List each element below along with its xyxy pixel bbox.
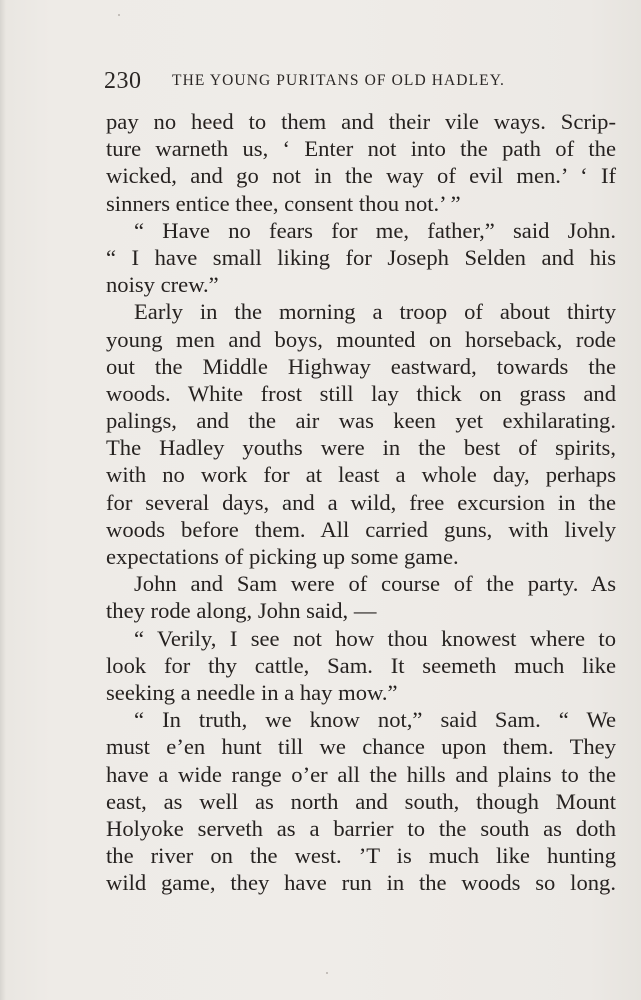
text-line: “ I have small liking for Joseph Selden and his bbox=[106, 244, 616, 270]
text-line: young men and boys, mounted on horseback, rode bbox=[106, 326, 616, 352]
text-line: John and Sam were of course of the party. As bbox=[134, 571, 616, 597]
text-line: with no work for at least a whole day, perhaps bbox=[106, 462, 616, 488]
text-line: they rode along, John said, — bbox=[106, 598, 377, 624]
page-edge-shadow bbox=[0, 0, 6, 1000]
text-line: look for thy cattle, Sam. It seemeth much like bbox=[106, 652, 616, 678]
text-line: seeking a needle in a hay mow.” bbox=[106, 679, 398, 705]
text-line: noisy crew.” bbox=[106, 272, 219, 298]
text-line: have a wide range o’er all the hills and plains to the bbox=[106, 761, 616, 787]
text-line: out the Middle Highway eastward, towards the bbox=[106, 353, 616, 379]
text-line: The Hadley youths were in the best of spirits, bbox=[106, 435, 616, 461]
text-line: woods. White frost still lay thick on grass and bbox=[106, 380, 616, 406]
text-line: Holyoke serveth as a barrier to the south as doth bbox=[106, 815, 616, 841]
text-line: woods before them. All carried guns, with lively bbox=[106, 516, 616, 542]
text-line: “ Verily, I see not how thou knowest where to bbox=[134, 625, 616, 651]
paper-speck bbox=[118, 14, 120, 16]
text-line: expectations of picking up some game. bbox=[106, 544, 459, 569]
text-line: east, as well as north and south, though Mount bbox=[106, 788, 616, 814]
text-line: wild game, they have run in the woods so long. bbox=[106, 870, 616, 896]
text-line: “ In truth, we know not,” said Sam. “ We bbox=[134, 707, 616, 733]
paper-speck bbox=[326, 972, 328, 974]
text-line: Early in the morning a troop of about thirty bbox=[134, 299, 616, 325]
text-line: pay no heed to them and their vile ways. Scrip- bbox=[106, 109, 616, 134]
page-header bbox=[104, 66, 544, 96]
page-number: 230 bbox=[104, 68, 142, 94]
text-line: must e’en hunt till we chance upon them. They bbox=[106, 734, 616, 760]
text-line: “ Have no fears for me, father,” said John. bbox=[134, 217, 616, 243]
text-line: ture warneth us, ‘ Enter not into the path of the bbox=[106, 136, 616, 162]
text-line: palings, and the air was keen yet exhilarating. bbox=[106, 408, 616, 434]
page-body-text bbox=[106, 108, 616, 896]
text-line: sinners entice thee, consent thou not.’ ” bbox=[106, 190, 461, 216]
text-line: for several days, and a wild, free excursion in the bbox=[106, 489, 616, 515]
text-line: wicked, and go not in the way of evil men.’ ‘ If bbox=[106, 163, 616, 189]
running-head: THE YOUNG PURITANS OF OLD HADLEY. bbox=[172, 72, 506, 89]
text-line: the river on the west. ’T is much like hunting bbox=[106, 843, 616, 869]
